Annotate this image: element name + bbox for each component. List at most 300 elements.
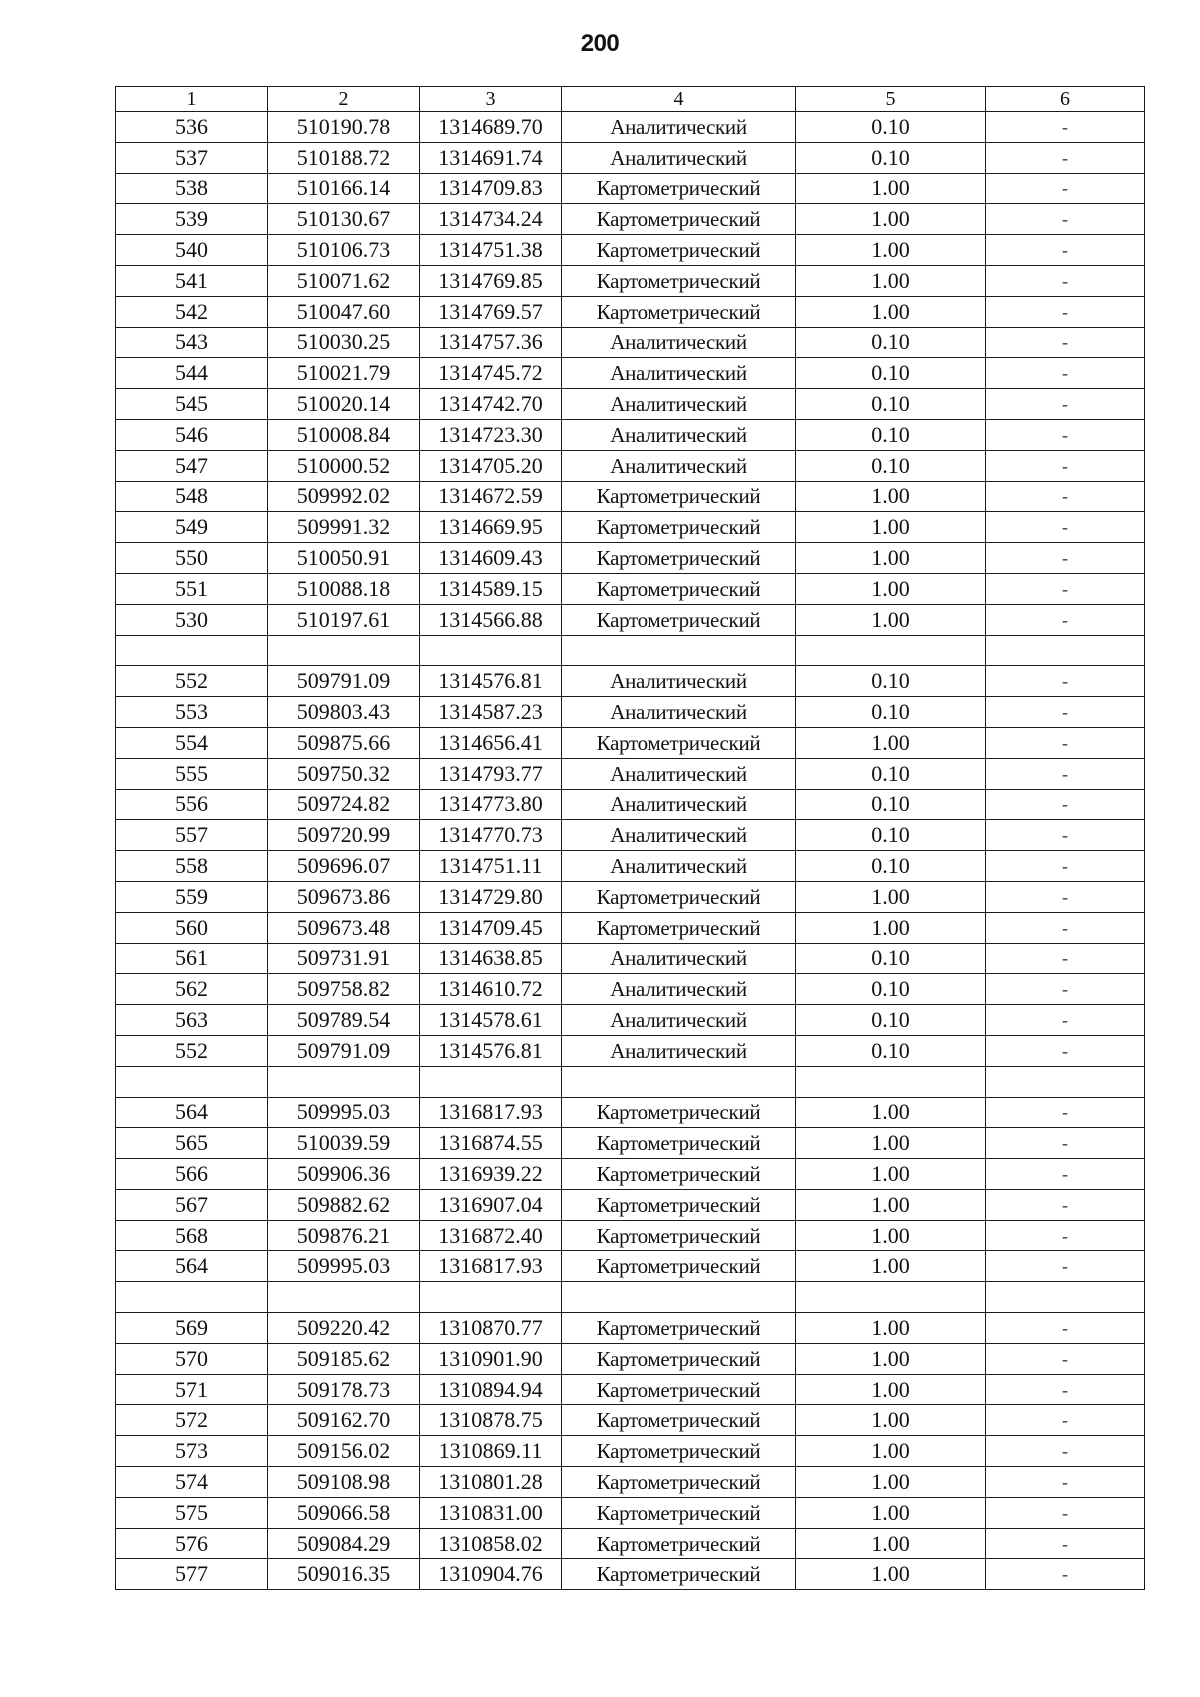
y-coordinate-cell: 1316907.04 bbox=[420, 1189, 562, 1220]
point-number-cell: 552 bbox=[116, 1035, 268, 1066]
accuracy-cell: 1.00 bbox=[796, 1343, 986, 1374]
table-row bbox=[116, 851, 1145, 882]
y-coordinate-cell: 1314757.36 bbox=[420, 327, 562, 358]
table-row bbox=[116, 1066, 1145, 1097]
y-coordinate-cell: 1310878.75 bbox=[420, 1405, 562, 1436]
x-coordinate-cell: 509673.86 bbox=[268, 881, 420, 912]
table-row bbox=[116, 481, 1145, 512]
y-coordinate-cell: 1314723.30 bbox=[420, 419, 562, 450]
x-coordinate-cell: 509724.82 bbox=[268, 789, 420, 820]
x-coordinate-cell: 509791.09 bbox=[268, 666, 420, 697]
table-row bbox=[116, 450, 1145, 481]
note-cell: - bbox=[986, 1313, 1145, 1344]
x-coordinate-cell: 510021.79 bbox=[268, 358, 420, 389]
x-coordinate-cell: 509791.09 bbox=[268, 1035, 420, 1066]
point-number-cell: 553 bbox=[116, 697, 268, 728]
accuracy-cell: 0.10 bbox=[796, 419, 986, 450]
y-coordinate-cell: 1314773.80 bbox=[420, 789, 562, 820]
y-coordinate-cell: 1316817.93 bbox=[420, 1097, 562, 1128]
y-coordinate-cell: 1314770.73 bbox=[420, 820, 562, 851]
x-coordinate-cell: 509220.42 bbox=[268, 1313, 420, 1344]
x-coordinate-cell: 510020.14 bbox=[268, 389, 420, 420]
y-coordinate-cell: 1314751.11 bbox=[420, 851, 562, 882]
point-number-cell: 558 bbox=[116, 851, 268, 882]
accuracy-cell: 1.00 bbox=[796, 881, 986, 912]
table-row bbox=[116, 666, 1145, 697]
accuracy-cell: 0.10 bbox=[796, 851, 986, 882]
table-row bbox=[116, 1467, 1145, 1498]
table-row bbox=[116, 296, 1145, 327]
accuracy-cell: 1.00 bbox=[796, 173, 986, 204]
y-coordinate-cell: 1316874.55 bbox=[420, 1128, 562, 1159]
y-coordinate-cell: 1314610.72 bbox=[420, 974, 562, 1005]
point-number-cell: 554 bbox=[116, 727, 268, 758]
method-cell bbox=[562, 1066, 796, 1097]
y-coordinate-cell: 1314709.45 bbox=[420, 912, 562, 943]
point-number-cell: 542 bbox=[116, 296, 268, 327]
note-cell: - bbox=[986, 943, 1145, 974]
method-cell: Картометрический bbox=[562, 573, 796, 604]
page-number: 200 bbox=[580, 30, 620, 57]
note-cell: - bbox=[986, 727, 1145, 758]
y-coordinate-cell: 1310894.94 bbox=[420, 1374, 562, 1405]
method-cell: Аналитический bbox=[562, 112, 796, 143]
note-cell: - bbox=[986, 1467, 1145, 1498]
x-coordinate-cell: 510000.52 bbox=[268, 450, 420, 481]
x-coordinate-cell: 509750.32 bbox=[268, 758, 420, 789]
accuracy-cell: 1.00 bbox=[796, 235, 986, 266]
method-cell: Картометрический bbox=[562, 1313, 796, 1344]
note-cell: - bbox=[986, 327, 1145, 358]
point-number-cell: 570 bbox=[116, 1343, 268, 1374]
point-number-cell: 556 bbox=[116, 789, 268, 820]
note-cell: - bbox=[986, 235, 1145, 266]
note-cell: - bbox=[986, 450, 1145, 481]
table-row bbox=[116, 512, 1145, 543]
table-row bbox=[116, 1343, 1145, 1374]
x-coordinate-cell: 510050.91 bbox=[268, 543, 420, 574]
y-coordinate-cell: 1310904.76 bbox=[420, 1559, 562, 1590]
method-cell: Картометрический bbox=[562, 727, 796, 758]
note-cell bbox=[986, 635, 1145, 666]
accuracy-cell: 0.10 bbox=[796, 142, 986, 173]
x-coordinate-cell: 510039.59 bbox=[268, 1128, 420, 1159]
y-coordinate-cell: 1316817.93 bbox=[420, 1251, 562, 1282]
note-cell: - bbox=[986, 512, 1145, 543]
note-cell: - bbox=[986, 789, 1145, 820]
y-coordinate-cell: 1314689.70 bbox=[420, 112, 562, 143]
note-cell: - bbox=[986, 481, 1145, 512]
note-cell: - bbox=[986, 1343, 1145, 1374]
method-cell: Картометрический bbox=[562, 1251, 796, 1282]
method-cell: Картометрический bbox=[562, 235, 796, 266]
method-cell: Картометрический bbox=[562, 1436, 796, 1467]
x-coordinate-cell: 509789.54 bbox=[268, 1005, 420, 1036]
table-row bbox=[116, 358, 1145, 389]
y-coordinate-cell bbox=[420, 1282, 562, 1313]
y-coordinate-cell: 1314793.77 bbox=[420, 758, 562, 789]
y-coordinate-cell: 1314589.15 bbox=[420, 573, 562, 604]
accuracy-cell bbox=[796, 1066, 986, 1097]
note-cell: - bbox=[986, 881, 1145, 912]
accuracy-cell: 1.00 bbox=[796, 1467, 986, 1498]
method-cell: Картометрический bbox=[562, 912, 796, 943]
table-row bbox=[116, 1128, 1145, 1159]
table-row bbox=[116, 1005, 1145, 1036]
accuracy-cell: 1.00 bbox=[796, 1251, 986, 1282]
point-number-cell: 565 bbox=[116, 1128, 268, 1159]
x-coordinate-cell: 510190.78 bbox=[268, 112, 420, 143]
accuracy-cell: 0.10 bbox=[796, 697, 986, 728]
note-cell: - bbox=[986, 666, 1145, 697]
point-number-cell: 537 bbox=[116, 142, 268, 173]
method-cell: Картометрический bbox=[562, 296, 796, 327]
method-cell: Аналитический bbox=[562, 758, 796, 789]
x-coordinate-cell: 509991.32 bbox=[268, 512, 420, 543]
x-coordinate-cell: 509731.91 bbox=[268, 943, 420, 974]
note-cell: - bbox=[986, 112, 1145, 143]
y-coordinate-cell: 1310831.00 bbox=[420, 1497, 562, 1528]
table-row bbox=[116, 1436, 1145, 1467]
note-cell: - bbox=[986, 974, 1145, 1005]
point-number-cell: 572 bbox=[116, 1405, 268, 1436]
point-number-cell: 561 bbox=[116, 943, 268, 974]
point-number-cell: 564 bbox=[116, 1251, 268, 1282]
note-cell: - bbox=[986, 1497, 1145, 1528]
accuracy-cell: 1.00 bbox=[796, 204, 986, 235]
method-cell: Картометрический bbox=[562, 543, 796, 574]
method-cell: Картометрический bbox=[562, 1374, 796, 1405]
x-coordinate-cell: 510030.25 bbox=[268, 327, 420, 358]
accuracy-cell bbox=[796, 1282, 986, 1313]
accuracy-cell: 1.00 bbox=[796, 543, 986, 574]
note-cell: - bbox=[986, 389, 1145, 420]
y-coordinate-cell: 1314638.85 bbox=[420, 943, 562, 974]
point-number-cell: 559 bbox=[116, 881, 268, 912]
point-number-cell: 563 bbox=[116, 1005, 268, 1036]
method-cell: Аналитический bbox=[562, 697, 796, 728]
note-cell: - bbox=[986, 820, 1145, 851]
note-cell: - bbox=[986, 1005, 1145, 1036]
header-cell: 2 bbox=[268, 87, 420, 112]
table-row bbox=[116, 235, 1145, 266]
y-coordinate-cell: 1314576.81 bbox=[420, 1035, 562, 1066]
method-cell: Картометрический bbox=[562, 1220, 796, 1251]
method-cell: Аналитический bbox=[562, 389, 796, 420]
note-cell: - bbox=[986, 142, 1145, 173]
method-cell: Аналитический bbox=[562, 450, 796, 481]
note-cell: - bbox=[986, 1097, 1145, 1128]
point-number-cell: 562 bbox=[116, 974, 268, 1005]
table-row bbox=[116, 1159, 1145, 1190]
method-cell bbox=[562, 635, 796, 666]
table-row bbox=[116, 1189, 1145, 1220]
x-coordinate-cell: 509696.07 bbox=[268, 851, 420, 882]
x-coordinate-cell: 510130.67 bbox=[268, 204, 420, 235]
table-row bbox=[116, 1035, 1145, 1066]
accuracy-cell: 0.10 bbox=[796, 327, 986, 358]
table-row bbox=[116, 1374, 1145, 1405]
method-cell: Картометрический bbox=[562, 512, 796, 543]
table-body bbox=[116, 87, 1145, 1590]
header-cell: 1 bbox=[116, 87, 268, 112]
y-coordinate-cell: 1314751.38 bbox=[420, 235, 562, 266]
y-coordinate-cell: 1314566.88 bbox=[420, 604, 562, 635]
y-coordinate-cell: 1316872.40 bbox=[420, 1220, 562, 1251]
coordinates-table bbox=[115, 86, 1145, 1590]
x-coordinate-cell: 509720.99 bbox=[268, 820, 420, 851]
table-row bbox=[116, 1282, 1145, 1313]
point-number-cell: 546 bbox=[116, 419, 268, 450]
accuracy-cell: 1.00 bbox=[796, 1159, 986, 1190]
x-coordinate-cell: 509995.03 bbox=[268, 1097, 420, 1128]
x-coordinate-cell bbox=[268, 635, 420, 666]
y-coordinate-cell: 1314705.20 bbox=[420, 450, 562, 481]
y-coordinate-cell: 1314656.41 bbox=[420, 727, 562, 758]
y-coordinate-cell: 1310869.11 bbox=[420, 1436, 562, 1467]
note-cell: - bbox=[986, 265, 1145, 296]
table-header-row bbox=[116, 87, 1145, 112]
table-row bbox=[116, 881, 1145, 912]
point-number-cell: 551 bbox=[116, 573, 268, 604]
method-cell: Картометрический bbox=[562, 1559, 796, 1590]
x-coordinate-cell: 509156.02 bbox=[268, 1436, 420, 1467]
point-number-cell: 552 bbox=[116, 666, 268, 697]
method-cell bbox=[562, 1282, 796, 1313]
accuracy-cell: 1.00 bbox=[796, 1528, 986, 1559]
y-coordinate-cell: 1310858.02 bbox=[420, 1528, 562, 1559]
point-number-cell: 548 bbox=[116, 481, 268, 512]
header-cell: 6 bbox=[986, 87, 1145, 112]
y-coordinate-cell: 1310870.77 bbox=[420, 1313, 562, 1344]
table-row bbox=[116, 327, 1145, 358]
accuracy-cell: 0.10 bbox=[796, 112, 986, 143]
table-row bbox=[116, 727, 1145, 758]
method-cell: Картометрический bbox=[562, 1405, 796, 1436]
table-row bbox=[116, 204, 1145, 235]
table-row bbox=[116, 112, 1145, 143]
accuracy-cell: 1.00 bbox=[796, 1313, 986, 1344]
y-coordinate-cell: 1314769.57 bbox=[420, 296, 562, 327]
note-cell: - bbox=[986, 296, 1145, 327]
y-coordinate-cell: 1314709.83 bbox=[420, 173, 562, 204]
table-row bbox=[116, 1220, 1145, 1251]
table-row bbox=[116, 1313, 1145, 1344]
accuracy-cell bbox=[796, 635, 986, 666]
table-row bbox=[116, 789, 1145, 820]
accuracy-cell: 1.00 bbox=[796, 727, 986, 758]
point-number-cell: 547 bbox=[116, 450, 268, 481]
point-number-cell: 564 bbox=[116, 1097, 268, 1128]
x-coordinate-cell: 509162.70 bbox=[268, 1405, 420, 1436]
note-cell: - bbox=[986, 1559, 1145, 1590]
x-coordinate-cell: 509875.66 bbox=[268, 727, 420, 758]
note-cell: - bbox=[986, 697, 1145, 728]
method-cell: Аналитический bbox=[562, 666, 796, 697]
point-number-cell bbox=[116, 1282, 268, 1313]
table-row bbox=[116, 758, 1145, 789]
y-coordinate-cell: 1314742.70 bbox=[420, 389, 562, 420]
method-cell: Аналитический bbox=[562, 943, 796, 974]
y-coordinate-cell: 1314729.80 bbox=[420, 881, 562, 912]
x-coordinate-cell: 509906.36 bbox=[268, 1159, 420, 1190]
accuracy-cell: 0.10 bbox=[796, 1035, 986, 1066]
method-cell: Аналитический bbox=[562, 820, 796, 851]
table-row bbox=[116, 974, 1145, 1005]
header-cell: 5 bbox=[796, 87, 986, 112]
method-cell: Аналитический bbox=[562, 327, 796, 358]
table-row bbox=[116, 635, 1145, 666]
x-coordinate-cell bbox=[268, 1066, 420, 1097]
x-coordinate-cell: 509882.62 bbox=[268, 1189, 420, 1220]
accuracy-cell: 1.00 bbox=[796, 1559, 986, 1590]
point-number-cell: 575 bbox=[116, 1497, 268, 1528]
x-coordinate-cell: 509992.02 bbox=[268, 481, 420, 512]
note-cell: - bbox=[986, 573, 1145, 604]
accuracy-cell: 1.00 bbox=[796, 573, 986, 604]
note-cell: - bbox=[986, 604, 1145, 635]
accuracy-cell: 0.10 bbox=[796, 974, 986, 1005]
y-coordinate-cell: 1310801.28 bbox=[420, 1467, 562, 1498]
point-number-cell: 568 bbox=[116, 1220, 268, 1251]
point-number-cell: 573 bbox=[116, 1436, 268, 1467]
accuracy-cell: 0.10 bbox=[796, 358, 986, 389]
y-coordinate-cell: 1316939.22 bbox=[420, 1159, 562, 1190]
y-coordinate-cell bbox=[420, 1066, 562, 1097]
x-coordinate-cell: 509178.73 bbox=[268, 1374, 420, 1405]
note-cell: - bbox=[986, 851, 1145, 882]
method-cell: Аналитический bbox=[562, 358, 796, 389]
y-coordinate-cell: 1314691.74 bbox=[420, 142, 562, 173]
point-number-cell: 555 bbox=[116, 758, 268, 789]
point-number-cell: 536 bbox=[116, 112, 268, 143]
accuracy-cell: 0.10 bbox=[796, 758, 986, 789]
point-number-cell: 541 bbox=[116, 265, 268, 296]
x-coordinate-cell: 509066.58 bbox=[268, 1497, 420, 1528]
point-number-cell bbox=[116, 1066, 268, 1097]
table-row bbox=[116, 912, 1145, 943]
table-row bbox=[116, 142, 1145, 173]
table-row bbox=[116, 697, 1145, 728]
y-coordinate-cell: 1314587.23 bbox=[420, 697, 562, 728]
point-number-cell: 560 bbox=[116, 912, 268, 943]
x-coordinate-cell: 509016.35 bbox=[268, 1559, 420, 1590]
table-row bbox=[116, 1251, 1145, 1282]
point-number-cell: 549 bbox=[116, 512, 268, 543]
method-cell: Аналитический bbox=[562, 419, 796, 450]
table-row bbox=[116, 265, 1145, 296]
point-number-cell bbox=[116, 635, 268, 666]
note-cell: - bbox=[986, 1128, 1145, 1159]
point-number-cell: 545 bbox=[116, 389, 268, 420]
note-cell: - bbox=[986, 1220, 1145, 1251]
table-row bbox=[116, 604, 1145, 635]
x-coordinate-cell: 510197.61 bbox=[268, 604, 420, 635]
y-coordinate-cell: 1314578.61 bbox=[420, 1005, 562, 1036]
method-cell: Картометрический bbox=[562, 1467, 796, 1498]
accuracy-cell: 1.00 bbox=[796, 481, 986, 512]
point-number-cell: 550 bbox=[116, 543, 268, 574]
y-coordinate-cell: 1314734.24 bbox=[420, 204, 562, 235]
accuracy-cell: 1.00 bbox=[796, 1189, 986, 1220]
y-coordinate-cell bbox=[420, 635, 562, 666]
x-coordinate-cell: 509803.43 bbox=[268, 697, 420, 728]
x-coordinate-cell: 510088.18 bbox=[268, 573, 420, 604]
note-cell: - bbox=[986, 173, 1145, 204]
note-cell: - bbox=[986, 1374, 1145, 1405]
x-coordinate-cell: 509673.48 bbox=[268, 912, 420, 943]
accuracy-cell: 1.00 bbox=[796, 1436, 986, 1467]
method-cell: Аналитический bbox=[562, 851, 796, 882]
y-coordinate-cell: 1314745.72 bbox=[420, 358, 562, 389]
y-coordinate-cell: 1314609.43 bbox=[420, 543, 562, 574]
method-cell: Аналитический bbox=[562, 789, 796, 820]
point-number-cell: 544 bbox=[116, 358, 268, 389]
accuracy-cell: 0.10 bbox=[796, 450, 986, 481]
accuracy-cell: 1.00 bbox=[796, 1497, 986, 1528]
note-cell: - bbox=[986, 543, 1145, 574]
point-number-cell: 540 bbox=[116, 235, 268, 266]
x-coordinate-cell: 510071.62 bbox=[268, 265, 420, 296]
accuracy-cell: 0.10 bbox=[796, 666, 986, 697]
note-cell: - bbox=[986, 1528, 1145, 1559]
method-cell: Аналитический bbox=[562, 1005, 796, 1036]
point-number-cell: 577 bbox=[116, 1559, 268, 1590]
method-cell: Аналитический bbox=[562, 974, 796, 1005]
method-cell: Картометрический bbox=[562, 173, 796, 204]
y-coordinate-cell: 1314669.95 bbox=[420, 512, 562, 543]
method-cell: Картометрический bbox=[562, 1159, 796, 1190]
note-cell: - bbox=[986, 1159, 1145, 1190]
accuracy-cell: 0.10 bbox=[796, 820, 986, 851]
accuracy-cell: 1.00 bbox=[796, 1128, 986, 1159]
y-coordinate-cell: 1314576.81 bbox=[420, 666, 562, 697]
note-cell: - bbox=[986, 1436, 1145, 1467]
point-number-cell: 566 bbox=[116, 1159, 268, 1190]
note-cell: - bbox=[986, 419, 1145, 450]
note-cell: - bbox=[986, 1189, 1145, 1220]
accuracy-cell: 1.00 bbox=[796, 912, 986, 943]
y-coordinate-cell: 1314672.59 bbox=[420, 481, 562, 512]
x-coordinate-cell: 510166.14 bbox=[268, 173, 420, 204]
x-coordinate-cell: 510106.73 bbox=[268, 235, 420, 266]
point-number-cell: 571 bbox=[116, 1374, 268, 1405]
method-cell: Картометрический bbox=[562, 881, 796, 912]
accuracy-cell: 1.00 bbox=[796, 512, 986, 543]
point-number-cell: 538 bbox=[116, 173, 268, 204]
table-row bbox=[116, 573, 1145, 604]
x-coordinate-cell: 509108.98 bbox=[268, 1467, 420, 1498]
method-cell: Картометрический bbox=[562, 481, 796, 512]
method-cell: Картометрический bbox=[562, 1128, 796, 1159]
method-cell: Картометрический bbox=[562, 1528, 796, 1559]
table-row bbox=[116, 1097, 1145, 1128]
table-row bbox=[116, 389, 1145, 420]
accuracy-cell: 1.00 bbox=[796, 1097, 986, 1128]
point-number-cell: 569 bbox=[116, 1313, 268, 1344]
method-cell: Картометрический bbox=[562, 1189, 796, 1220]
note-cell: - bbox=[986, 1251, 1145, 1282]
y-coordinate-cell: 1310901.90 bbox=[420, 1343, 562, 1374]
accuracy-cell: 0.10 bbox=[796, 943, 986, 974]
table-row bbox=[116, 1559, 1145, 1590]
note-cell bbox=[986, 1066, 1145, 1097]
method-cell: Картометрический bbox=[562, 204, 796, 235]
note-cell: - bbox=[986, 912, 1145, 943]
method-cell: Аналитический bbox=[562, 1035, 796, 1066]
x-coordinate-cell: 510047.60 bbox=[268, 296, 420, 327]
table-row bbox=[116, 1528, 1145, 1559]
